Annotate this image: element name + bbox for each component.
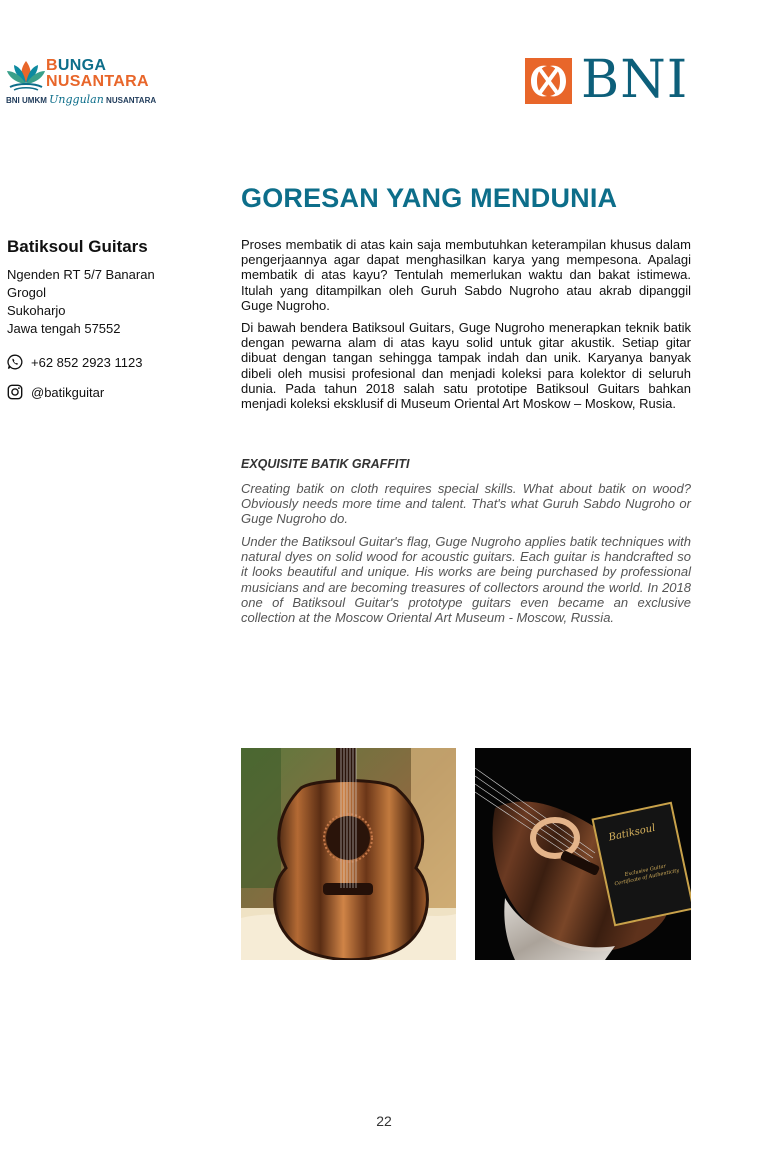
address-line: Jawa tengah 57552 (7, 321, 121, 336)
phone-number: +62 852 2923 1123 (31, 354, 143, 370)
guitar-photo-front (241, 748, 456, 960)
business-info (7, 237, 207, 400)
guitar-photo-certificate (475, 748, 691, 960)
booklet-brand: Batiksoul (607, 822, 657, 844)
english-heading: EXQUISITE BATIK GRAFFITI (241, 457, 410, 471)
body-paragraph-en-1: Creating batik on cloth requires special skills. What about batik on wood? Obviously needs more time and talent. That's what Guruh Sabdo Nugroho or Guge Nugroho do. (241, 481, 691, 527)
phone-contact (7, 354, 207, 370)
bunga-logo-subtitle (6, 93, 156, 106)
instagram-contact (7, 384, 207, 400)
body-paragraph-id-1: Proses membatik di atas kain saja membutuhkan keterampilan khusus dalam pengerjaannya agar dapat menghasilkan karya yang mempesona. Apalagi membatik di atas kayu? Tentulah memerlukan waktu dan bakat istimewa. Itulah yang ditampilkan oleh Guruh Sabdo Nugroho atau akrab dipanggil Guge Nugroho. (241, 237, 691, 313)
address-line: Grogol (7, 285, 47, 300)
bni-mark-icon (525, 58, 572, 104)
bunga-sub-right: NUSANTARA (106, 96, 157, 105)
instagram-handle: @batikguitar (31, 384, 105, 400)
bunga-nusantara-logo (6, 55, 166, 111)
body-paragraph-en-2: Under the Batiksoul Guitar's flag, Guge Nugroho applies batik techniques with natural dyes on solid wood for acoustic guitars. Each guitar is handcrafted so it looks beautiful and unique. His works are being purchased by professional musicians and are becoming treasures of collectors around the world. In 2018 one of Batiksoul Guitar's prototype guitars even became an exclusive collection at the Moscow Oriental Art Museum - Moscow, Russia. (241, 534, 691, 626)
booklet-caption: Exclusive Guitar Certificate of Authenticity (613, 863, 680, 888)
instagram-icon (7, 384, 23, 400)
bunga-sub-left: BNI UMKM (6, 96, 47, 105)
bunga-sub-script: Unggulan (49, 93, 104, 106)
address-line: Sukoharjo (7, 303, 66, 318)
business-name: Batiksoul Guitars (7, 237, 148, 256)
address-line: Ngenden RT 5/7 Banaran (7, 267, 155, 282)
lotus-icon (6, 57, 46, 91)
bni-wordmark: BNI (581, 50, 689, 110)
whatsapp-icon (7, 354, 23, 370)
page-title: GORESAN YANG MENDUNIA (241, 183, 618, 213)
page-number: 22 (376, 1113, 392, 1129)
bunga-logo-b: B (46, 57, 58, 74)
body-paragraph-id-2: Di bawah bendera Batiksoul Guitars, Guge Nugroho menerapkan teknik batik dengan pewarna alam di atas kayu solid untuk gitar akustik. Setiap gitar dibuat dengan tangan sehingga tampak indah dan unik. Karyanya banyak dibeli oleh musisi profesional dan menjadi koleksi para kolektor di seluruh dunia. Pada tahun 2018 salah satu prototipe Batiksoul Guitars bahkan menjadi koleksi eksklusif di Museum Oriental Art Moskow – Moskow, Rusia. (241, 320, 691, 412)
bunga-logo-line2: NUSANTARA (46, 73, 149, 90)
bni-logo (525, 50, 695, 110)
bunga-logo-word: UNGA (57, 57, 107, 74)
